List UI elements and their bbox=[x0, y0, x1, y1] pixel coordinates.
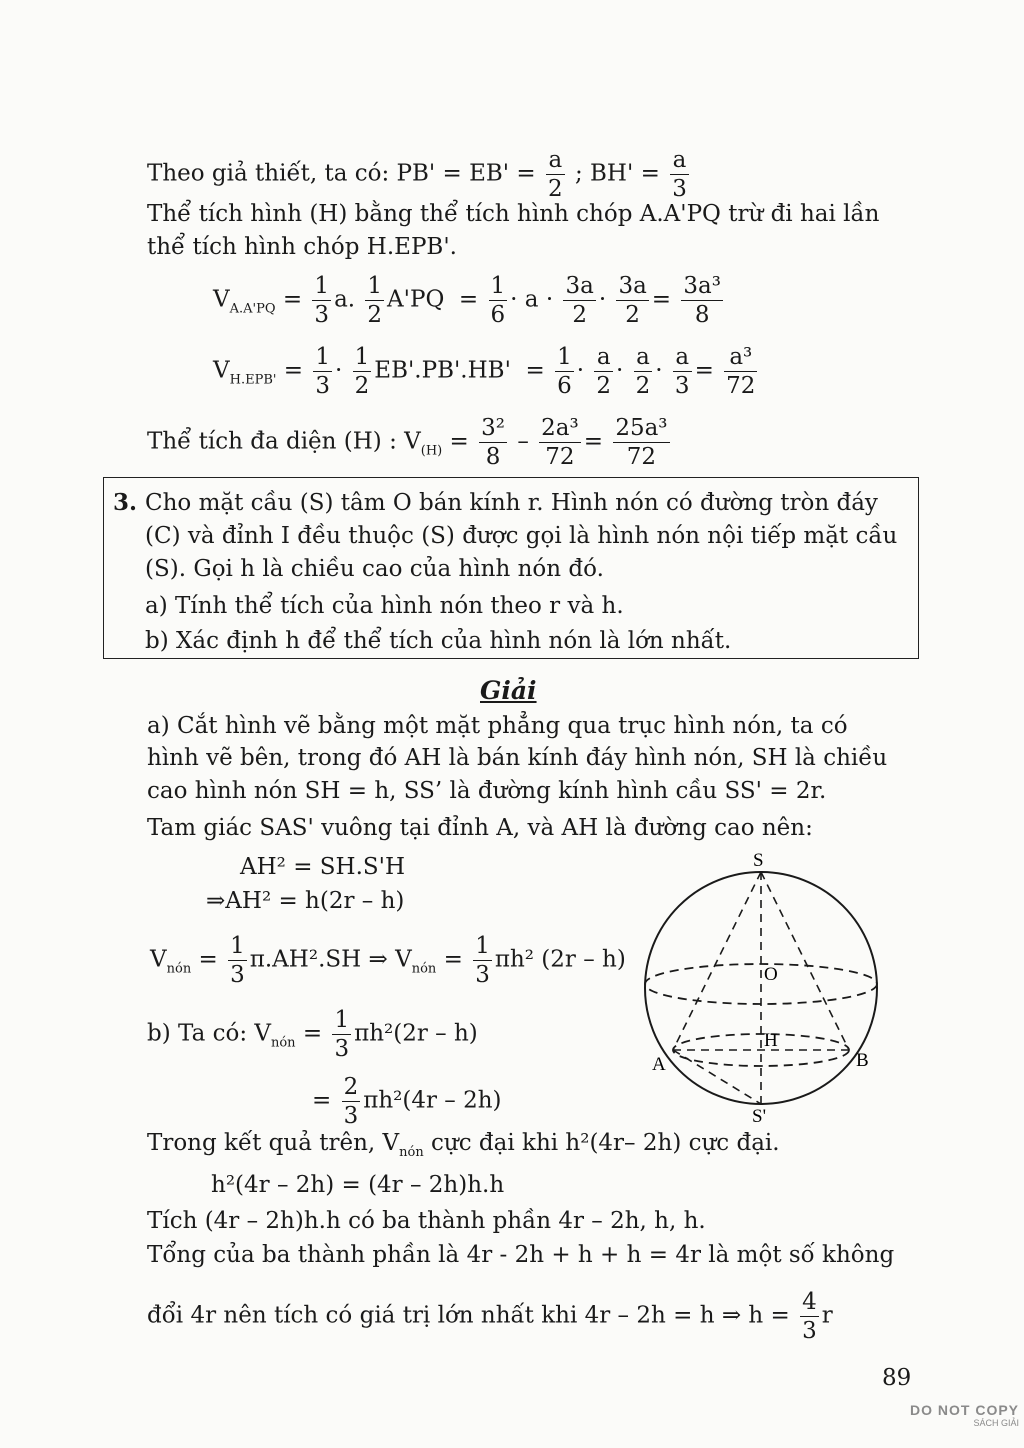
result-line: h²(4r – 2h) = (4r – 2h)h.h bbox=[211, 1172, 505, 1198]
fraction-a-over-3: $\frac{a}{3}$ bbox=[672, 147, 687, 202]
label-O: O bbox=[764, 964, 778, 985]
result-line: đổi 4r nên tích có giá trị lớn nhất khi 4r – 2h = h ⇒ h = $\frac{4}{3}$ r bbox=[147, 1289, 833, 1344]
solution-heading: Giải bbox=[480, 676, 537, 705]
volume-formula-2: $V_{H.EPB'}$ = $\frac{1}{3}$ · $\frac{1}{2}$ EB'.PB'.HB' = $\frac{1}{6}$ · $\frac{a}{2}$ · $\frac{a}{2}$ · $\frac{a}{3}$ = $\frac{\text{a³}}{72}$ bbox=[213, 344, 756, 399]
problem-line: Cho mặt cầu (S) tâm O bán kính r. Hình nón có đường tròn đáy bbox=[145, 490, 878, 516]
text-line: Thể tích hình (H) bằng thể tích hình chóp A.A'PQ trừ đi hai lần bbox=[147, 201, 880, 227]
sphere-cone-figure bbox=[636, 848, 896, 1128]
equation: ⇒AH² = h(2r – h) bbox=[206, 888, 405, 914]
fraction-a-over-2: $\frac{a}{2}$ bbox=[548, 147, 563, 202]
given-line: Theo giả thiết, ta có: PB' = EB' = $\frac{a}{2}$ ; BH' = $\frac{a}{3}$ bbox=[147, 147, 687, 202]
volume-total: Thể tích đa diện (H) : $V_{(H)}$ = $\frac{\text{3²}}{8}$ – $\frac{\text{2a³}}{72}$ = $\frac{\text{25a³}}{72}$ bbox=[147, 415, 668, 470]
part-b-formula-1: b) Ta có: $V_{nón}$ = $\frac{1}{3}$ πh²(2r – h) bbox=[147, 1007, 478, 1062]
label-S-prime: S' bbox=[752, 1106, 766, 1127]
part-b-formula-2: = $\frac{2}{3}$ πh²(4r – 2h) bbox=[312, 1074, 502, 1129]
solution-line: hình vẽ bên, trong đó AH là bán kính đáy hình nón, SH là chiều bbox=[147, 745, 888, 771]
volume-formula-1: $V_{A.A'PQ}$ = $\frac{1}{3}$ a. $\frac{1}{2}$ A'PQ = $\frac{1}{6}$ · a · $\frac{3a}{2}$ · $\frac{3a}{2}$ = $\frac{\text{3a³}}{8}$ bbox=[213, 273, 721, 328]
problem-line: (C) và đỉnh I đều thuộc (S) được gọi là hình nón nội tiếp mặt cầu bbox=[145, 523, 898, 549]
problem-line: (S). Gọi h là chiều cao của hình nón đó. bbox=[145, 556, 604, 582]
problem-part-a: a) Tính thể tích của hình nón theo r và h. bbox=[145, 593, 624, 619]
result-line: Tích (4r – 2h)h.h có ba thành phần 4r – 2h, h, h. bbox=[147, 1208, 706, 1234]
result-line: Trong kết quả trên, $V_{nón}$ cực đại khi h²(4r– 2h) cực đại. bbox=[147, 1130, 780, 1160]
problem-part-b: b) Xác định h để thể tích của hình nón là lớn nhất. bbox=[145, 628, 732, 654]
watermark-logo: DO NOT COPY SÁCH GIẢI bbox=[910, 1402, 1020, 1428]
cone-volume-formula: $V_{nón}$ = $\frac{1}{3}$ π.AH².SH ⇒ $V_{nón}$ = $\frac{1}{3}$ πh² (2r – h) bbox=[150, 933, 626, 988]
page-number: 89 bbox=[882, 1365, 912, 1391]
label-A: A bbox=[652, 1054, 666, 1075]
solution-line: cao hình nón SH = h, SS’ là đường kính hình cầu SS' = 2r. bbox=[147, 778, 827, 804]
text-line: thể tích hình chóp H.EPB'. bbox=[147, 234, 457, 260]
solution-line: a) Cắt hình vẽ bằng một mặt phẳng qua trục hình nón, ta có bbox=[147, 713, 848, 739]
result-line: Tổng của ba thành phần là 4r - 2h + h + h = 4r là một số không bbox=[147, 1242, 895, 1268]
label-H: H bbox=[764, 1030, 778, 1051]
label-S: S bbox=[753, 850, 764, 871]
solution-line: Tam giác SAS' vuông tại đỉnh A, và AH là đường cao nên: bbox=[147, 815, 813, 841]
label-B: B bbox=[856, 1050, 869, 1071]
equation: AH² = SH.S'H bbox=[240, 854, 406, 880]
problem-number: 3. bbox=[113, 489, 138, 516]
